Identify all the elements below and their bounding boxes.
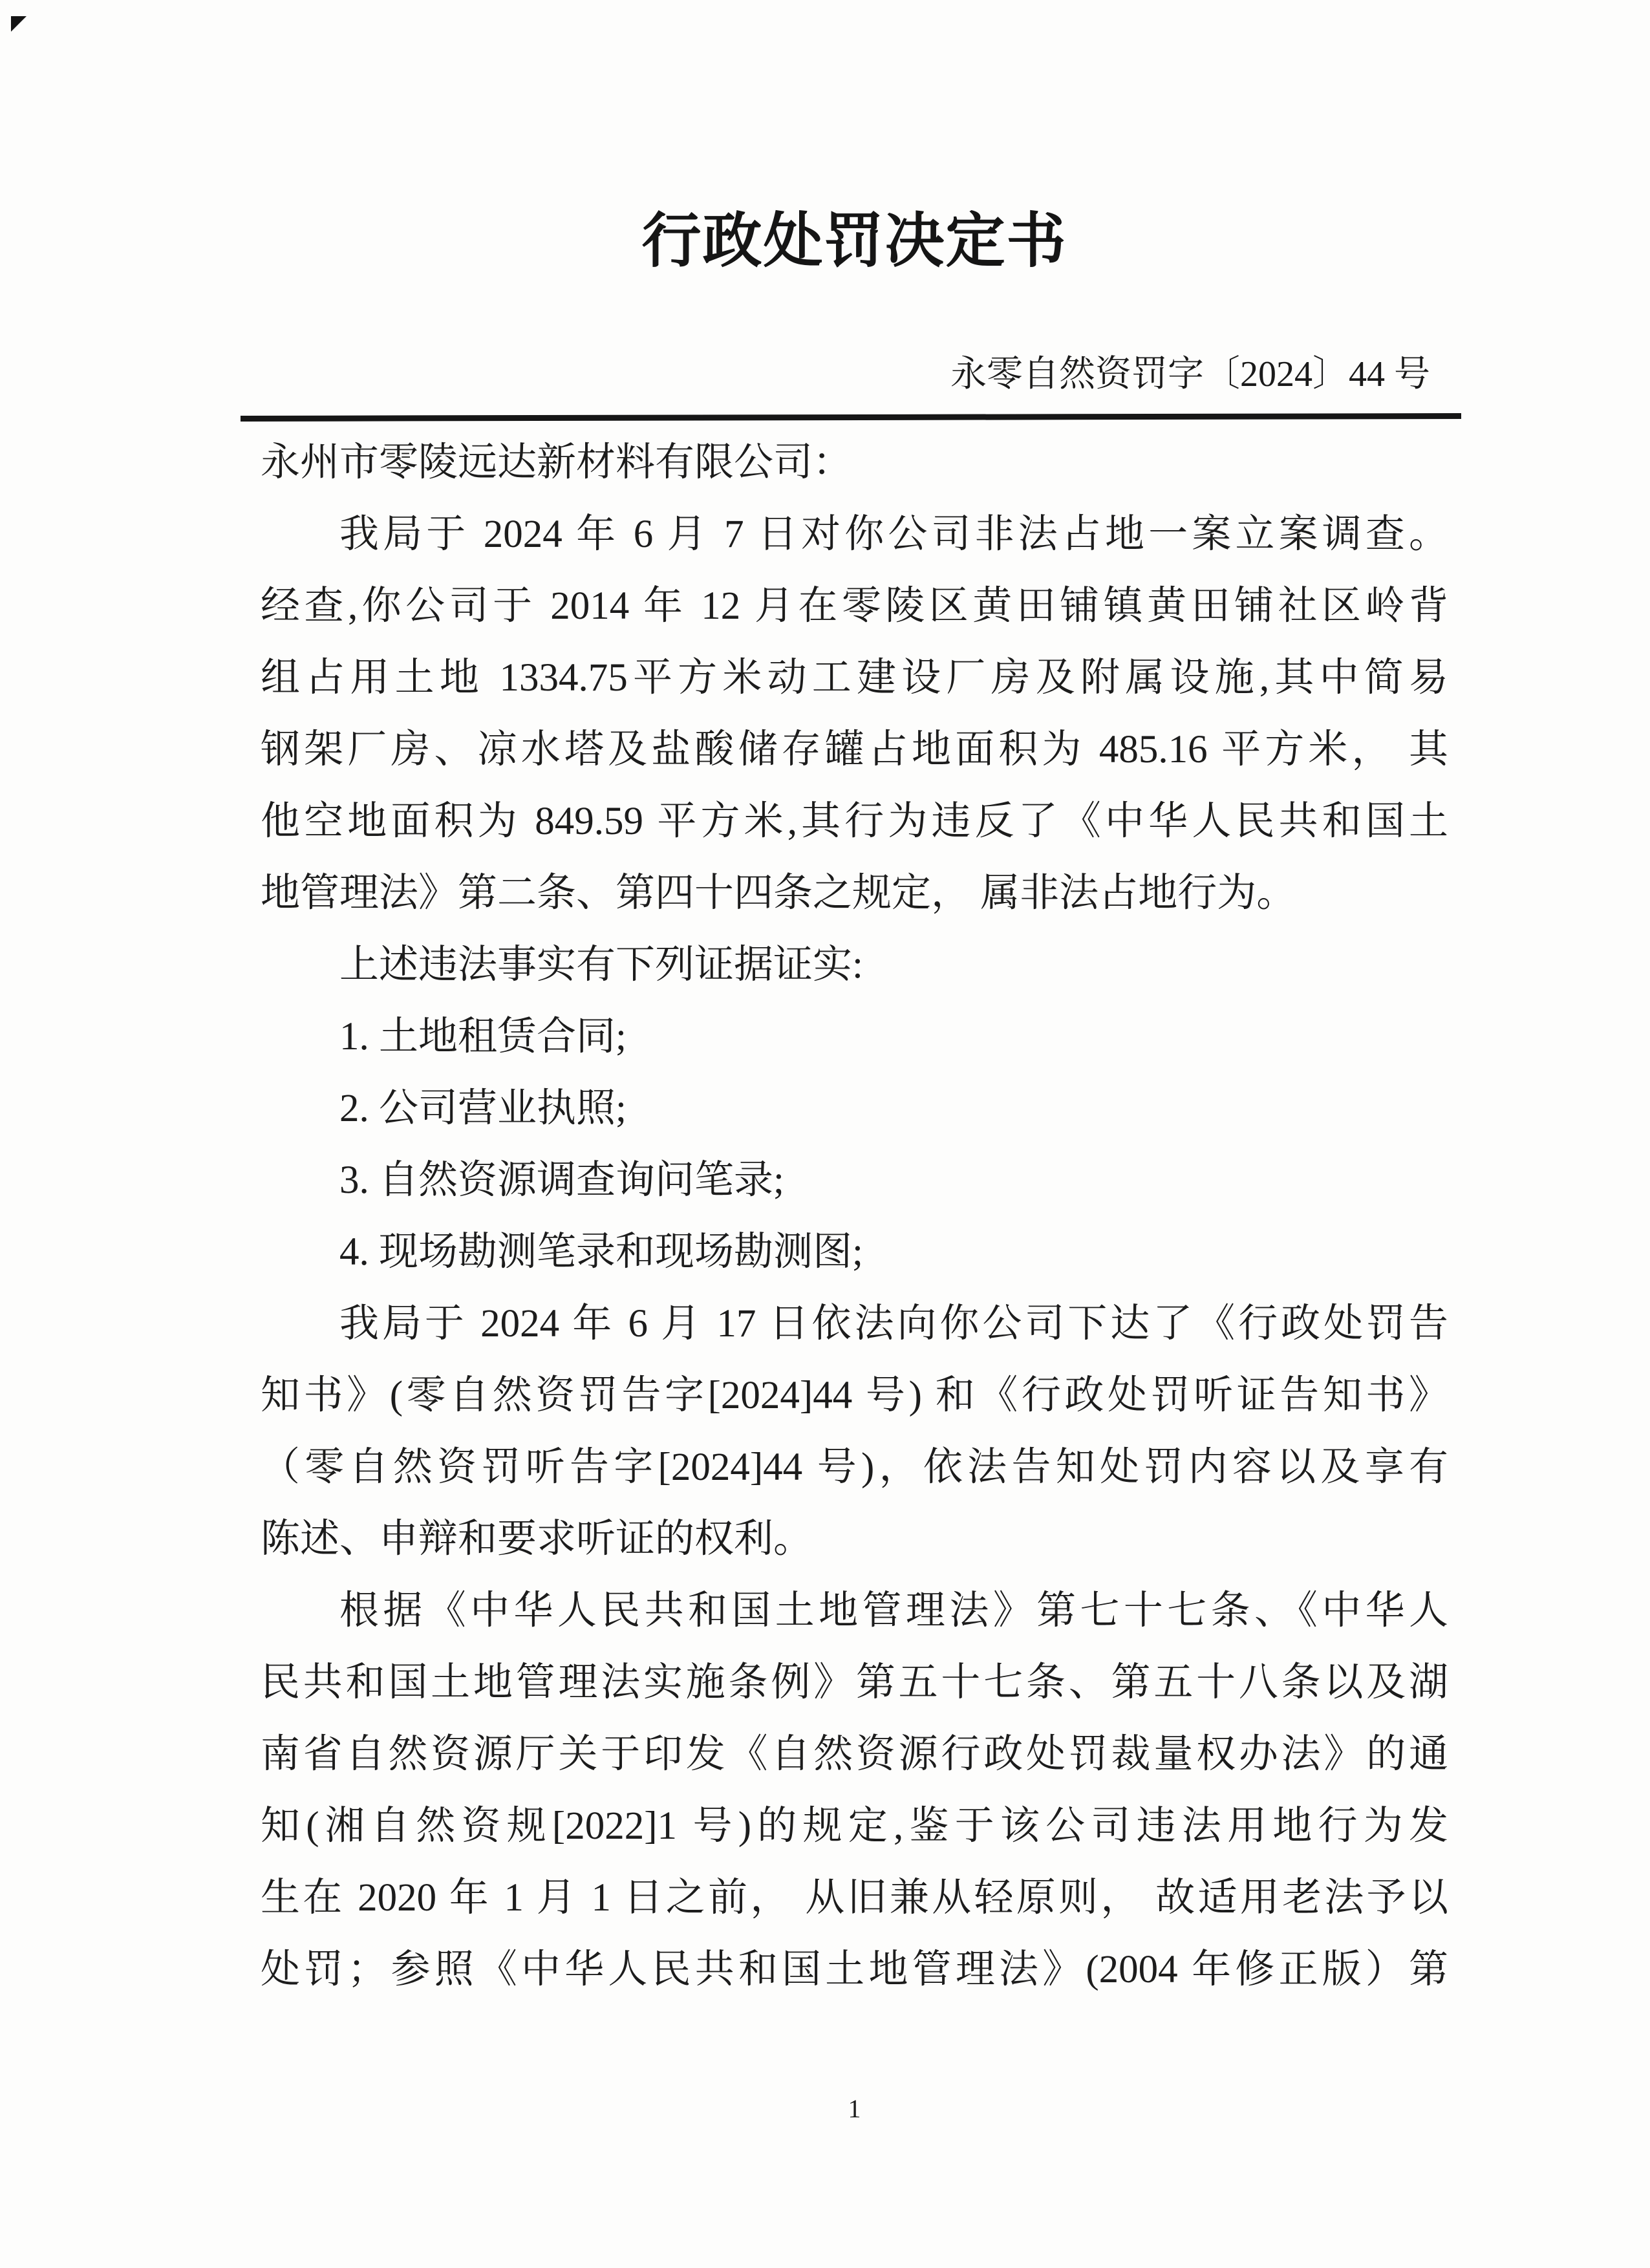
body-line: 知书》(零自然资罚告字[2024]44 号) 和《行政处罚听证告知书》 — [261, 1374, 1448, 1417]
body-line: 我局于 2024 年 6 月 7 日对你公司非法占地一案立案调查。 — [339, 513, 1448, 556]
document-number — [261, 353, 1448, 396]
page-number: 1 — [848, 2094, 861, 2123]
document-number-text: 永零自然资罚字〔2024〕44 号 — [950, 354, 1430, 394]
body-line: 2. 公司营业执照; — [339, 1087, 627, 1130]
body-line: 根据《中华人民共和国土地管理法》第七十七条、《中华人 — [339, 1589, 1448, 1632]
corner-fold-mark-icon — [11, 16, 27, 32]
document-body — [261, 427, 1448, 2006]
body-line: 陈述、申辩和要求听证的权利。 — [261, 1517, 813, 1561]
body-line: （零自然资罚听告字[2024]44 号)，依法告知处罚内容以及享有 — [261, 1446, 1448, 1489]
body-line: 3. 自然资源调查询问笔录; — [339, 1159, 784, 1202]
body-line: 1. 土地租赁合同; — [339, 1015, 627, 1058]
body-lines — [261, 498, 1448, 2006]
body-line: 经查,你公司于 2014 年 12 月在零陵区黄田铺镇黄田铺社区岭背 — [261, 584, 1448, 628]
addressee: 永州市零陵远达新材料有限公司： — [261, 441, 853, 484]
body-line: 我局于 2024 年 6 月 17 日依法向你公司下达了《行政处罚告 — [339, 1302, 1448, 1345]
body-line: 地管理法》第二条、第四十四条之规定， 属非法占地行为。 — [261, 872, 1296, 915]
body-line: 南省自然资源厅关于印发《自然资源行政处罚裁量权办法》的通 — [261, 1733, 1448, 1776]
body-line: 组占用土地 1334.75平方米动工建设厂房及附属设施,其中简易 — [261, 656, 1448, 700]
body-line: 钢架厂房、凉水塔及盐酸储存罐占地面积为 485.16 平方米， 其 — [261, 728, 1448, 771]
document-title: 行政处罚决定书 — [641, 208, 1067, 274]
body-line: 生在 2020 年 1 月 1 日之前， 从旧兼从轻原则， 故适用老法予以 — [261, 1876, 1448, 1920]
body-line: 他空地面积为 849.59 平方米,其行为违反了《中华人民共和国土 — [261, 800, 1448, 843]
header-divider — [241, 413, 1461, 422]
body-line: 处罚；参照《中华人民共和国土地管理法》(2004 年修正版）第 — [261, 1948, 1448, 1991]
body-line: 民共和国土地管理法实施条例》第五十七条、第五十八条以及湖 — [261, 1661, 1448, 1704]
body-line: 上述违法事实有下列证据证实: — [339, 943, 863, 987]
body-line: 4. 现场勘测笔录和现场勘测图; — [339, 1230, 863, 1274]
body-line: 知(湘自然资规[2022]1 号)的规定,鉴于该公司违法用地行为发 — [261, 1804, 1448, 1848]
